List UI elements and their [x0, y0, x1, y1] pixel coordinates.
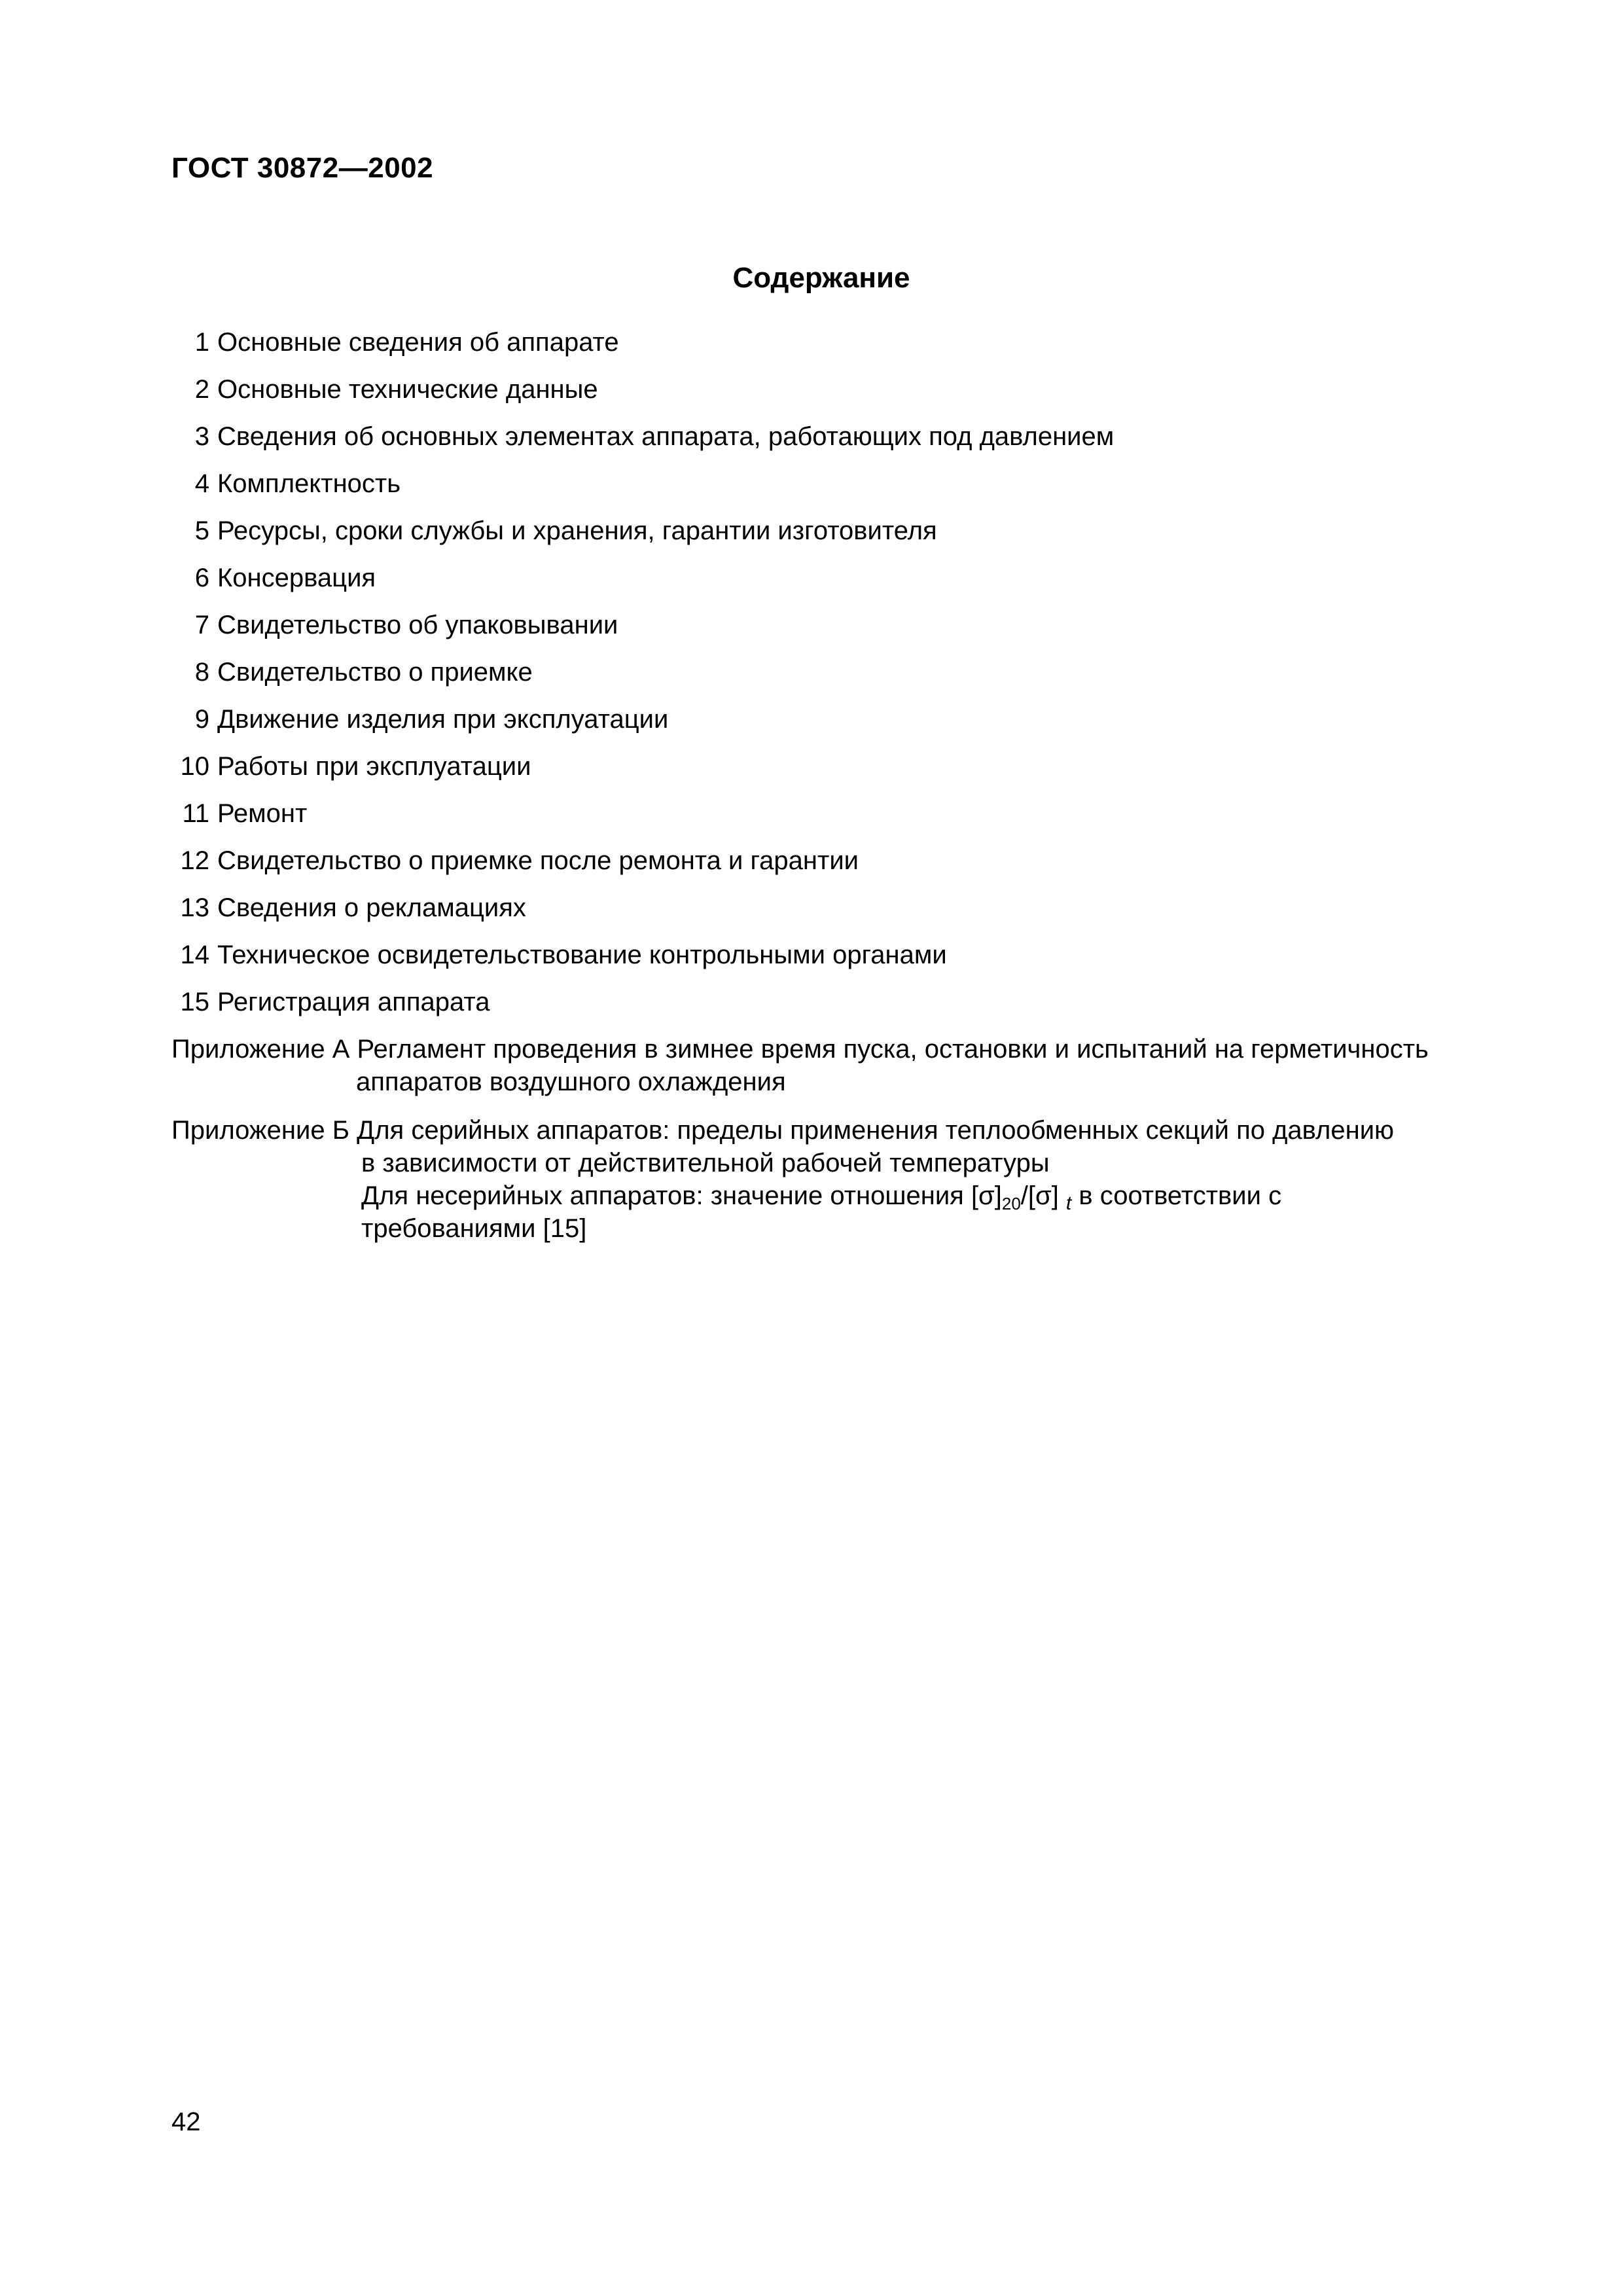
toc-list: [171, 326, 1480, 1033]
toc-item-number: 6: [194, 564, 209, 592]
toc-item-number: 5: [194, 516, 209, 545]
toc-item: [171, 750, 1480, 797]
toc-item: [171, 373, 1480, 420]
toc-item-number: 1: [194, 328, 209, 357]
toc-item-title: Комплектность: [217, 469, 401, 498]
toc-item: [171, 562, 1480, 609]
toc-item: [171, 797, 1480, 844]
toc-item-number: 7: [194, 611, 209, 639]
toc-item-title: Основные технические данные: [217, 375, 598, 404]
appendix-b-label: Приложение Б: [171, 1116, 349, 1145]
appendix-b-line-3: [171, 1179, 1480, 1212]
toc-item: [171, 844, 1480, 891]
formula-sigma-20: [σ]: [971, 1181, 1002, 1210]
toc-item: [171, 986, 1480, 1033]
toc-item: [171, 514, 1480, 562]
appendix-a-line-2: аппаратов воздушного охлаждения: [356, 1067, 786, 1096]
toc-appendix-b: [171, 1114, 1480, 1245]
toc-item-title: Движение изделия при эксплуатации: [217, 705, 669, 734]
appendix-b-line-3-prefix: Для несерийных аппаратов: значение отношения: [361, 1181, 971, 1210]
toc-item-title: Свидетельство о приемке после ремонта и гарантии: [217, 846, 859, 875]
appendix-a-label: Приложение А: [171, 1035, 350, 1064]
toc-item-number: 3: [194, 422, 209, 451]
toc-item: [171, 939, 1480, 986]
toc-item-number: 9: [194, 705, 209, 734]
toc-item-number: 10: [180, 752, 209, 781]
formula-subscript-20: 20: [1001, 1194, 1021, 1213]
toc-item-number: 14: [180, 941, 209, 969]
toc-item: [171, 326, 1480, 373]
toc-item-number: 8: [194, 658, 209, 687]
toc-item-number: 13: [180, 893, 209, 922]
toc-item-title: Ремонт: [217, 799, 308, 828]
toc-item-number: 4: [194, 469, 209, 498]
document-code: ГОСТ 30872—2002: [171, 152, 434, 184]
appendix-b-line-3-suffix: в соответствии с: [1071, 1181, 1282, 1210]
toc-item-title: Основные сведения об аппарате: [217, 328, 619, 357]
toc-item: [171, 703, 1480, 750]
toc-item: [171, 656, 1480, 703]
toc-item-title: Свидетельство об упаковывании: [217, 611, 618, 639]
formula-sigma-t: /[σ]: [1020, 1181, 1066, 1210]
toc-item-number: 15: [180, 988, 209, 1016]
toc-item: [171, 609, 1480, 656]
toc-appendix-a: [171, 1033, 1480, 1098]
appendix-b-line-1: [171, 1114, 1480, 1147]
toc-item-title: Свидетельство о приемке: [217, 658, 533, 687]
appendix-b-line-2: в зависимости от действительной рабочей температуры: [361, 1149, 1050, 1177]
toc-item: [171, 891, 1480, 939]
toc-item-number: 12: [180, 846, 209, 875]
toc-item-number: 11: [182, 799, 209, 828]
toc-item: [171, 467, 1480, 514]
appendix-b-title: Для серийных аппаратов: пределы применения теплообменных секций по давлению: [357, 1116, 1395, 1145]
toc-item-title: Работы при эксплуатации: [217, 752, 531, 781]
appendix-b-line-4: требованиями [15]: [361, 1214, 587, 1243]
toc-item: [171, 420, 1480, 467]
appendix-a-title: Регламент проведения в зимнее время пуска, остановки и испытаний на герметичность: [357, 1035, 1429, 1064]
toc-item-title: Регистрация аппарата: [217, 988, 490, 1016]
toc-item-title: Консервация: [217, 564, 376, 592]
toc-item-title: Техническое освидетельствование контрольными органами: [217, 941, 947, 969]
toc-item-title: Ресурсы, сроки службы и хранения, гарантии изготовителя: [217, 516, 937, 545]
formula-subscript-t: t: [1065, 1193, 1072, 1214]
toc-item-title: Сведения об основных элементах аппарата, работающих под давлением: [217, 422, 1115, 451]
appendix-a-line-1: [171, 1033, 1480, 1066]
toc-item-title: Сведения о рекламациях: [217, 893, 526, 922]
toc-item-number: 2: [194, 375, 209, 404]
page-number: 42: [171, 2108, 201, 2136]
toc-title: Содержание: [732, 262, 910, 294]
